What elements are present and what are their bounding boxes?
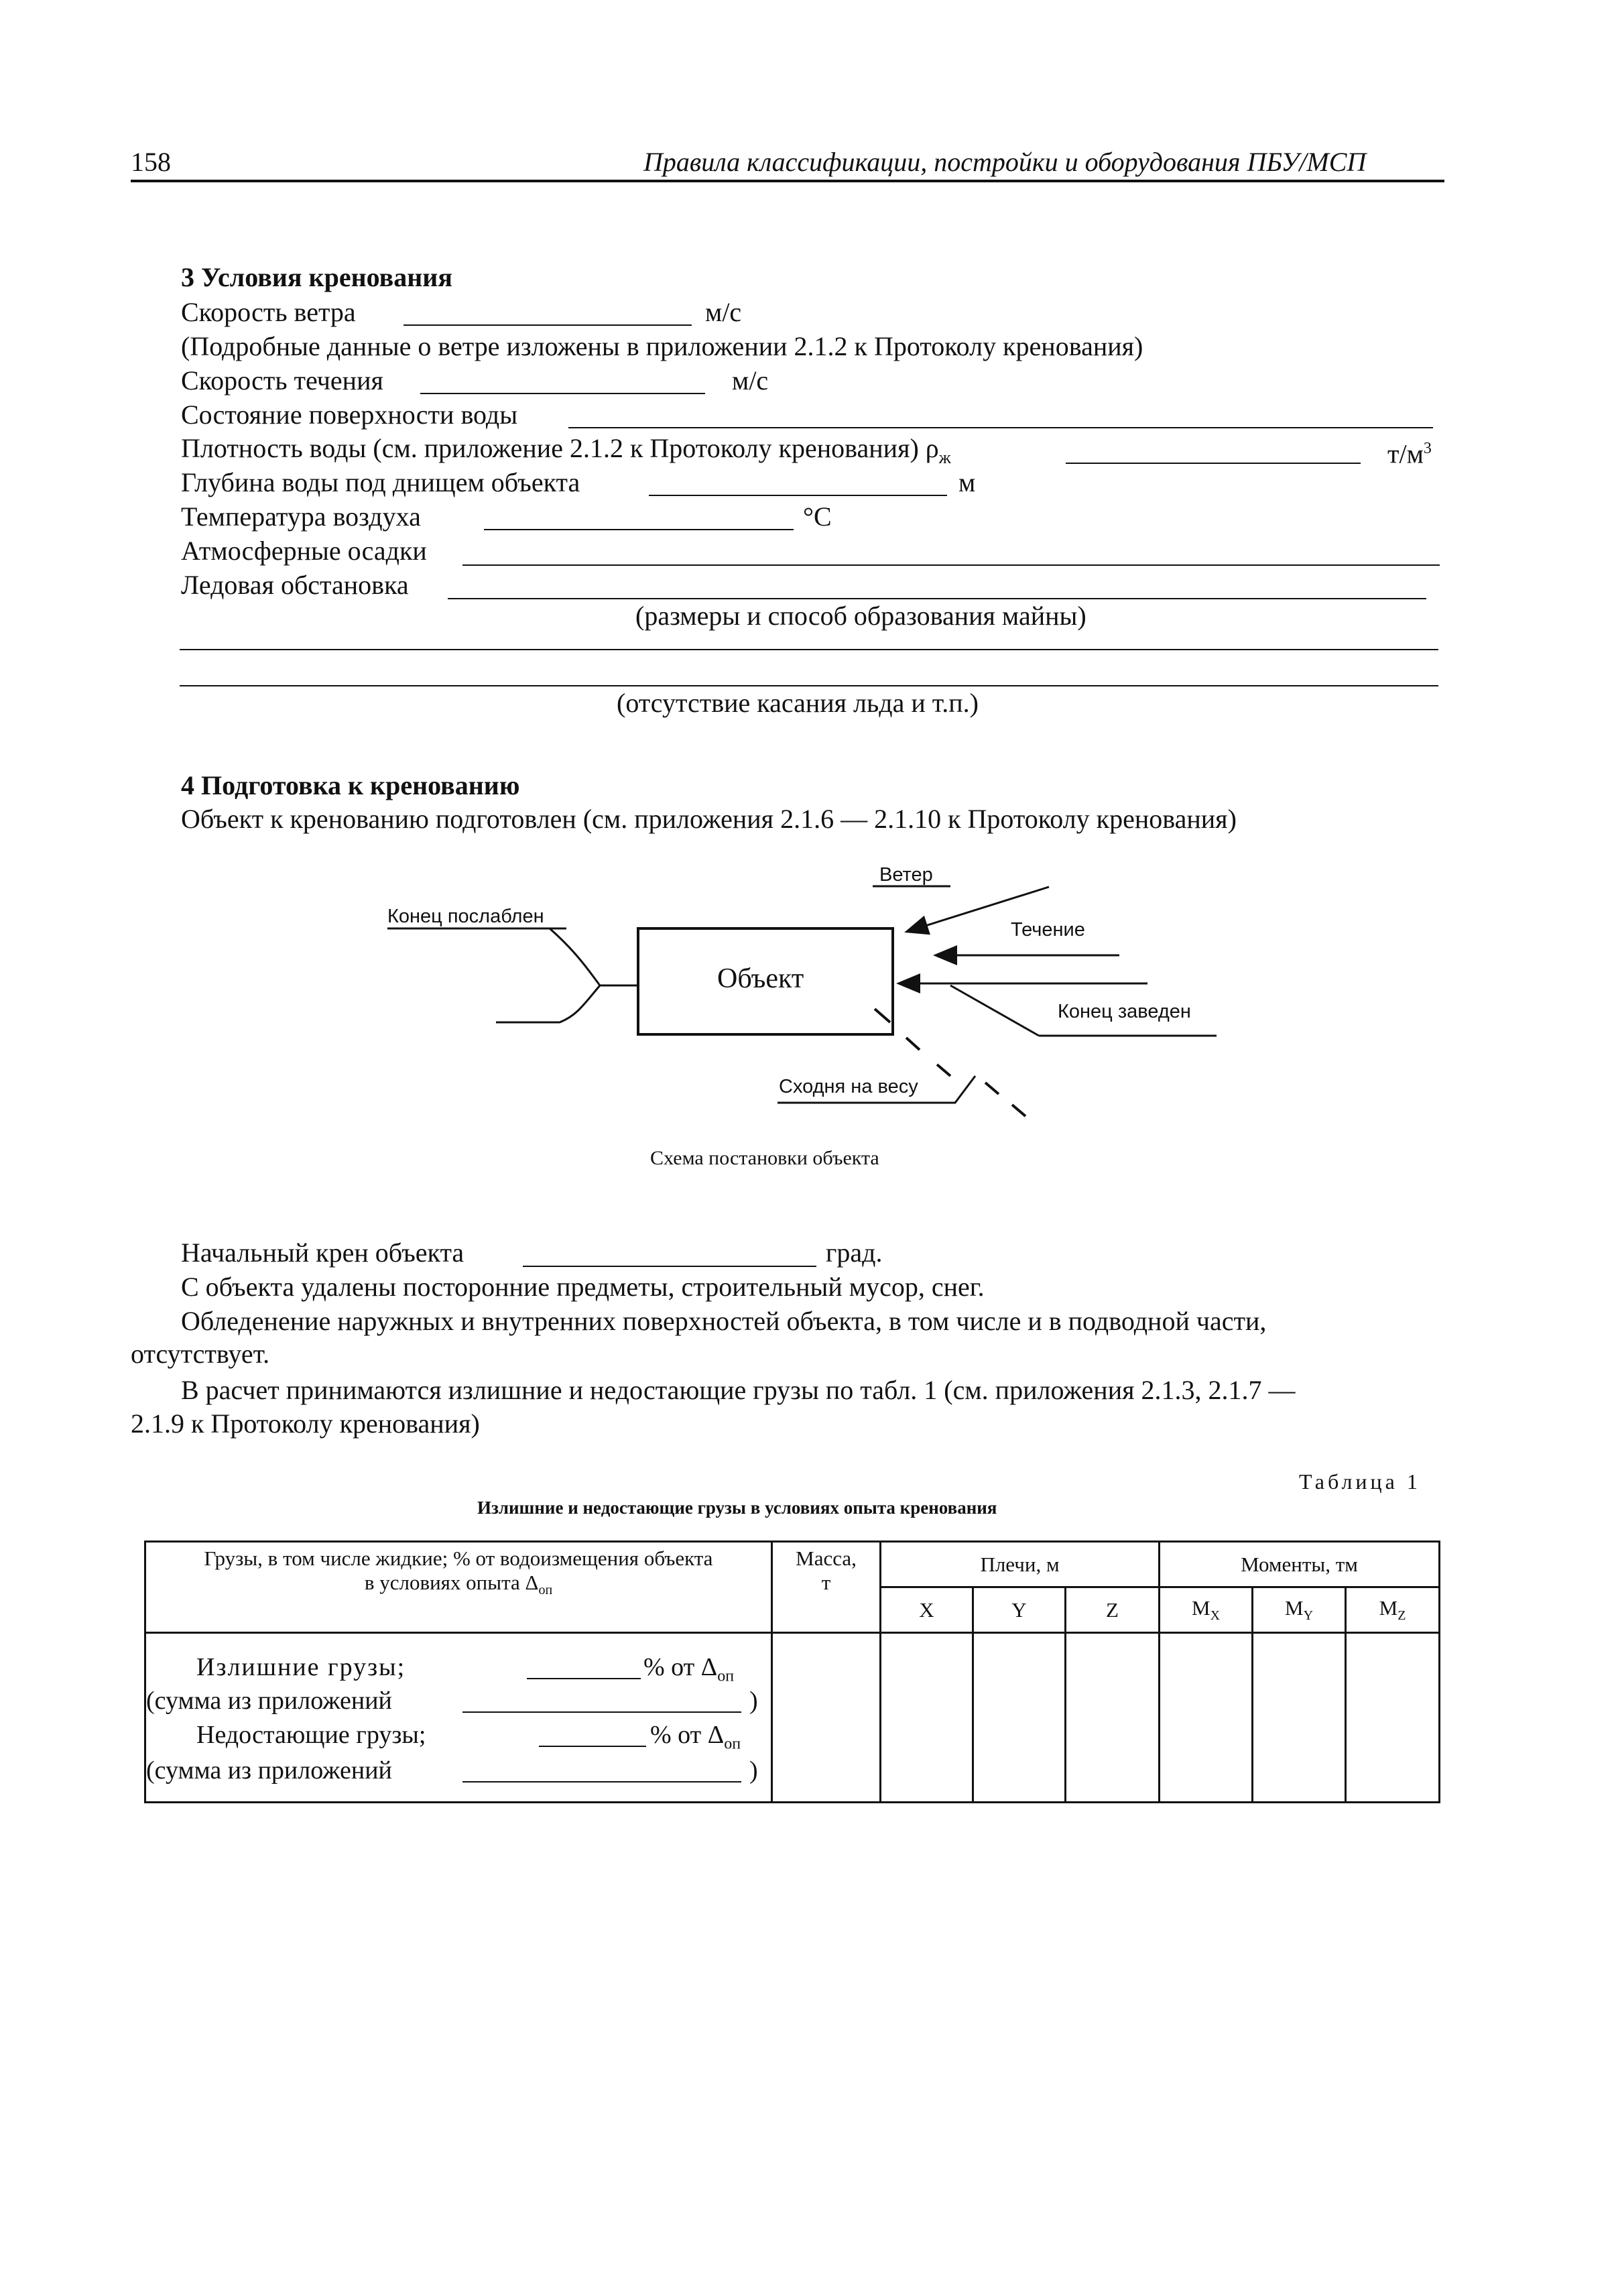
deficit-loads-label: Недостающие грузы;: [196, 1721, 426, 1749]
excess-sum-field[interactable]: [462, 1711, 741, 1713]
deficit-pct-label: % от Δ: [650, 1721, 725, 1749]
col-header-loads-sub: оп: [538, 1583, 553, 1598]
col-header-loads: [145, 1542, 772, 1633]
paragraph-loads-line-1: В расчет принимаются излишние и недостающие грузы по табл. 1 (см. приложения 2.1.3, 2.1.7 —: [181, 1375, 1296, 1405]
initial-heel-unit: град.: [826, 1237, 883, 1268]
water-density-unit-sup: 3: [1423, 440, 1432, 457]
ice-hint-2: (отсутствие касания льда и т.п.): [617, 688, 979, 718]
current-label: Течение: [1011, 919, 1085, 941]
current-speed-unit: м/с: [732, 365, 769, 396]
excess-pct-text: [643, 1651, 734, 1693]
excess-loads-label: Излишние грузы;: [196, 1653, 406, 1681]
wind-note: (Подробные данные о ветре изложены в приложении 2.1.2 к Протоколу кренования): [181, 331, 1143, 361]
col-header-mass-line2: т: [821, 1571, 831, 1594]
mx-cell[interactable]: [1160, 1633, 1253, 1803]
deficit-sum-label: (сумма из приложений: [146, 1756, 392, 1785]
ice-label: Ледовая обстановка: [181, 570, 409, 600]
ice-hint-1: (размеры и способ образования майны): [635, 601, 1086, 631]
col-header-loads-line2-text: в условиях опыта Δ: [364, 1571, 539, 1594]
gangway-line-5: [1012, 1105, 1025, 1116]
deficit-pct-text: [650, 1719, 741, 1760]
z-cell[interactable]: [1066, 1633, 1160, 1803]
gangway-line-2: [906, 1038, 920, 1050]
deficit-sum-close: ): [749, 1756, 758, 1785]
wind-label: Ветер: [879, 864, 933, 886]
gangway-line-4: [985, 1083, 999, 1094]
section-3-heading: 3 Условия кренования: [181, 262, 452, 292]
page-number: 158: [131, 147, 171, 177]
col-x: X: [881, 1587, 973, 1633]
end-led-label: Конец заведен: [1058, 1001, 1191, 1022]
water-density-unit-text: т/м: [1387, 438, 1424, 469]
air-temp-unit: °С: [803, 501, 832, 532]
col-my-sub: Y: [1303, 1608, 1314, 1624]
paragraph-loads-line-2: 2.1.9 к Протоколу кренования): [131, 1408, 480, 1439]
loads-table: [144, 1540, 1440, 1803]
excess-sum-close: ): [749, 1687, 758, 1715]
excess-pct-sub: оп: [717, 1667, 735, 1685]
end-led-diagonal: [950, 985, 1039, 1036]
air-temp-label: Температура воздуха: [181, 501, 421, 532]
excess-pct-label: % от Δ: [643, 1653, 718, 1681]
excess-sum-label: (сумма из приложений: [146, 1687, 392, 1715]
excess-pct-field[interactable]: [527, 1678, 641, 1679]
current-speed-label: Скорость течения: [181, 365, 383, 396]
col-header-mass: [772, 1542, 881, 1633]
col-mz-text: M: [1379, 1595, 1398, 1620]
paragraph-icing-line-2: отсутствует.: [131, 1339, 270, 1369]
paragraph-icing-line-1: Обледенение наружных и внутренних поверхностей объекта, в том числе и в подводной части,: [181, 1306, 1267, 1336]
wind-speed-label: Скорость ветра: [181, 297, 356, 327]
y-cell[interactable]: [973, 1633, 1066, 1803]
gangway-label: Сходня на весу: [779, 1076, 918, 1097]
col-y: Y: [973, 1587, 1066, 1633]
gangway-line-3: [937, 1065, 950, 1076]
wind-speed-unit: м/с: [705, 297, 742, 327]
water-depth-unit: м: [958, 467, 976, 497]
section-4-intro: Объект к кренованию подготовлен (см. приложения 2.1.6 — 2.1.10 к Протоколу кренования): [181, 804, 1237, 834]
my-cell[interactable]: [1253, 1633, 1346, 1803]
col-my: [1253, 1587, 1346, 1633]
water-density-subscript: ж: [938, 448, 951, 467]
object-label: Объект: [717, 963, 804, 994]
loads-cell: [145, 1633, 772, 1803]
running-title: Правила классификации, постройки и оборудования ПБУ/МСП: [643, 147, 1367, 177]
slack-end-line: [496, 928, 638, 1022]
water-density-label-text: Плотность воды (см. приложение 2.1.2 к Протоколу кренования) ρ: [181, 433, 939, 463]
water-surface-label: Состояние поверхности воды: [181, 400, 518, 430]
slack-end-label: Конец послаблен: [387, 906, 544, 927]
col-mx-sub: X: [1210, 1608, 1221, 1624]
col-header-moments: Моменты, тм: [1160, 1542, 1440, 1587]
col-header-arms: Плечи, м: [881, 1542, 1160, 1587]
col-header-loads-line1: Грузы, в том числе жидкие; % от водоизмещения объекта: [204, 1547, 713, 1570]
mz-cell[interactable]: [1346, 1633, 1440, 1803]
deficit-pct-field[interactable]: [539, 1746, 646, 1747]
paragraph-debris: С объекта удалены посторонние предметы, строительный мусор, снег.: [181, 1272, 985, 1302]
col-mx: [1160, 1587, 1253, 1633]
table-label: Таблица 1: [1299, 1469, 1421, 1494]
section-4-heading: 4 Подготовка к кренованию: [181, 770, 520, 800]
col-z: Z: [1066, 1587, 1160, 1633]
col-my-text: M: [1285, 1595, 1304, 1620]
deficit-sum-field[interactable]: [462, 1781, 741, 1783]
precipitation-label: Атмосферные осадки: [181, 536, 427, 566]
mass-cell[interactable]: [772, 1633, 881, 1803]
water-depth-label: Глубина воды под днищем объекта: [181, 467, 580, 497]
col-mz: [1346, 1587, 1440, 1633]
initial-heel-label: Начальный крен объекта: [181, 1237, 464, 1268]
gangway-line-1: [875, 1009, 890, 1022]
initial-heel-field[interactable]: [523, 1266, 816, 1267]
table-row: [145, 1633, 1440, 1803]
col-mz-sub: Z: [1397, 1608, 1406, 1624]
diagram-caption: Схема постановки объекта: [650, 1147, 879, 1169]
col-header-mass-line1: Масса,: [796, 1547, 857, 1570]
col-header-loads-line2: [146, 1571, 771, 1602]
deficit-pct-sub: оп: [724, 1735, 741, 1753]
x-cell[interactable]: [881, 1633, 973, 1803]
col-mx-text: M: [1192, 1595, 1210, 1620]
table-title: Излишние и недостающие грузы в условиях опыта кренования: [477, 1498, 997, 1518]
